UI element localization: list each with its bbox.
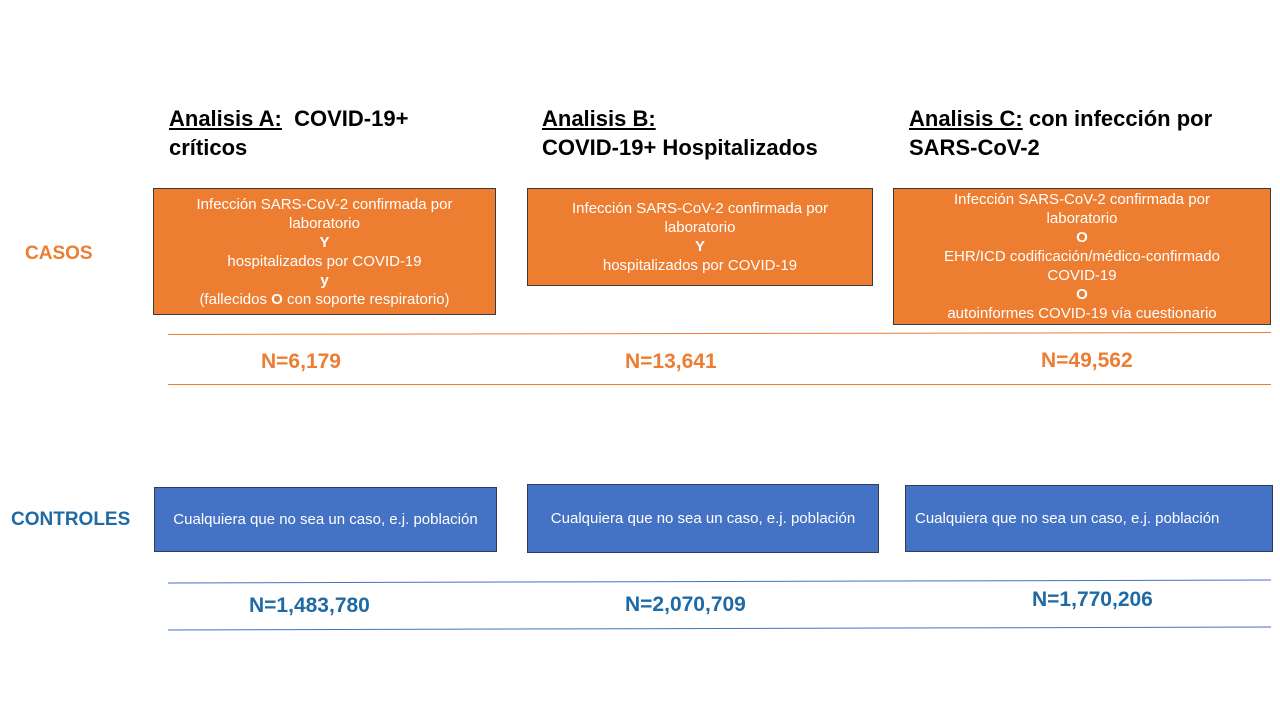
casos-a-line2: laboratorio: [289, 214, 360, 232]
heading-b-title: Analisis B:: [542, 106, 656, 131]
casos-a-connector-o: O: [271, 290, 283, 308]
casos-a-connector-y: Y: [319, 233, 330, 251]
casos-a-line6: [199, 290, 449, 309]
casos-b-line1: Infección SARS-CoV-2 confirmada por: [572, 200, 828, 217]
controles-divider-bottom: [168, 627, 1271, 631]
heading-b-line2: COVID-19+ Hospitalizados: [542, 135, 818, 160]
casos-b-line2: laboratorio: [664, 219, 736, 236]
controles-label: CONTROLES: [11, 509, 131, 530]
casos-b-line4: hospitalizados por COVID-19: [602, 257, 798, 274]
heading-c-rest: con infección por: [1028, 106, 1213, 131]
controles-n-a: N=1,483,780: [249, 594, 370, 617]
controles-divider-top: [168, 580, 1271, 584]
casos-n-a: N=6,179: [261, 350, 341, 373]
casos-a-line4: hospitalizados por COVID-19: [227, 252, 422, 270]
casos-c-line5: COVID-19: [1047, 267, 1117, 284]
casos-c-line4: EHR/ICD codificación/médico-confirmado: [944, 248, 1220, 265]
casos-n-c: N=49,562: [1041, 349, 1133, 372]
casos-b-connector-y: Y: [694, 238, 705, 255]
heading-analisis-a: [169, 104, 489, 162]
controles-n-b: N=2,070,709: [625, 593, 746, 616]
casos-c-line1: Infección SARS-CoV-2 confirmada por: [954, 191, 1210, 208]
heading-a-title: Analisis A:: [169, 106, 282, 131]
casos-a-line6-part3: con soporte respiratorio): [282, 290, 450, 308]
casos-a-line1: Infección SARS-CoV-2 confirmada por: [196, 195, 453, 213]
casos-a-line6-part1: (fallecidos: [199, 290, 272, 308]
heading-analisis-c: [909, 104, 1269, 162]
heading-c-title: Analisis C:: [909, 106, 1023, 131]
casos-divider-bottom: [168, 384, 1271, 385]
controles-n-c: N=1,770,206: [1032, 588, 1153, 611]
casos-a-connector-y2: y: [320, 271, 329, 289]
heading-a-line2: críticos: [169, 135, 248, 160]
controles-box-b: Cualquiera que no sea un caso, e.j. población: [527, 484, 879, 553]
heading-a-rest: COVID-19+: [294, 106, 409, 131]
controles-box-a: Cualquiera que no sea un caso, e.j. población: [154, 487, 497, 552]
casos-c-line2: laboratorio: [1046, 210, 1118, 227]
casos-c-connector-o2: O: [1076, 286, 1088, 303]
casos-n-b: N=13,641: [625, 350, 717, 373]
casos-box-b: [527, 188, 873, 286]
casos-c-connector-o1: O: [1076, 229, 1088, 246]
casos-c-line7: autoinformes COVID-19 vía cuestionario: [947, 305, 1217, 322]
casos-divider-top: [168, 332, 1271, 335]
casos-box-c: [893, 188, 1271, 325]
controles-box-c: Cualquiera que no sea un caso, e.j. población: [905, 485, 1273, 552]
heading-analisis-b: [542, 104, 882, 162]
casos-box-a: [153, 188, 496, 315]
casos-label: CASOS: [25, 243, 93, 264]
heading-c-line2: SARS-CoV-2: [909, 135, 1040, 160]
